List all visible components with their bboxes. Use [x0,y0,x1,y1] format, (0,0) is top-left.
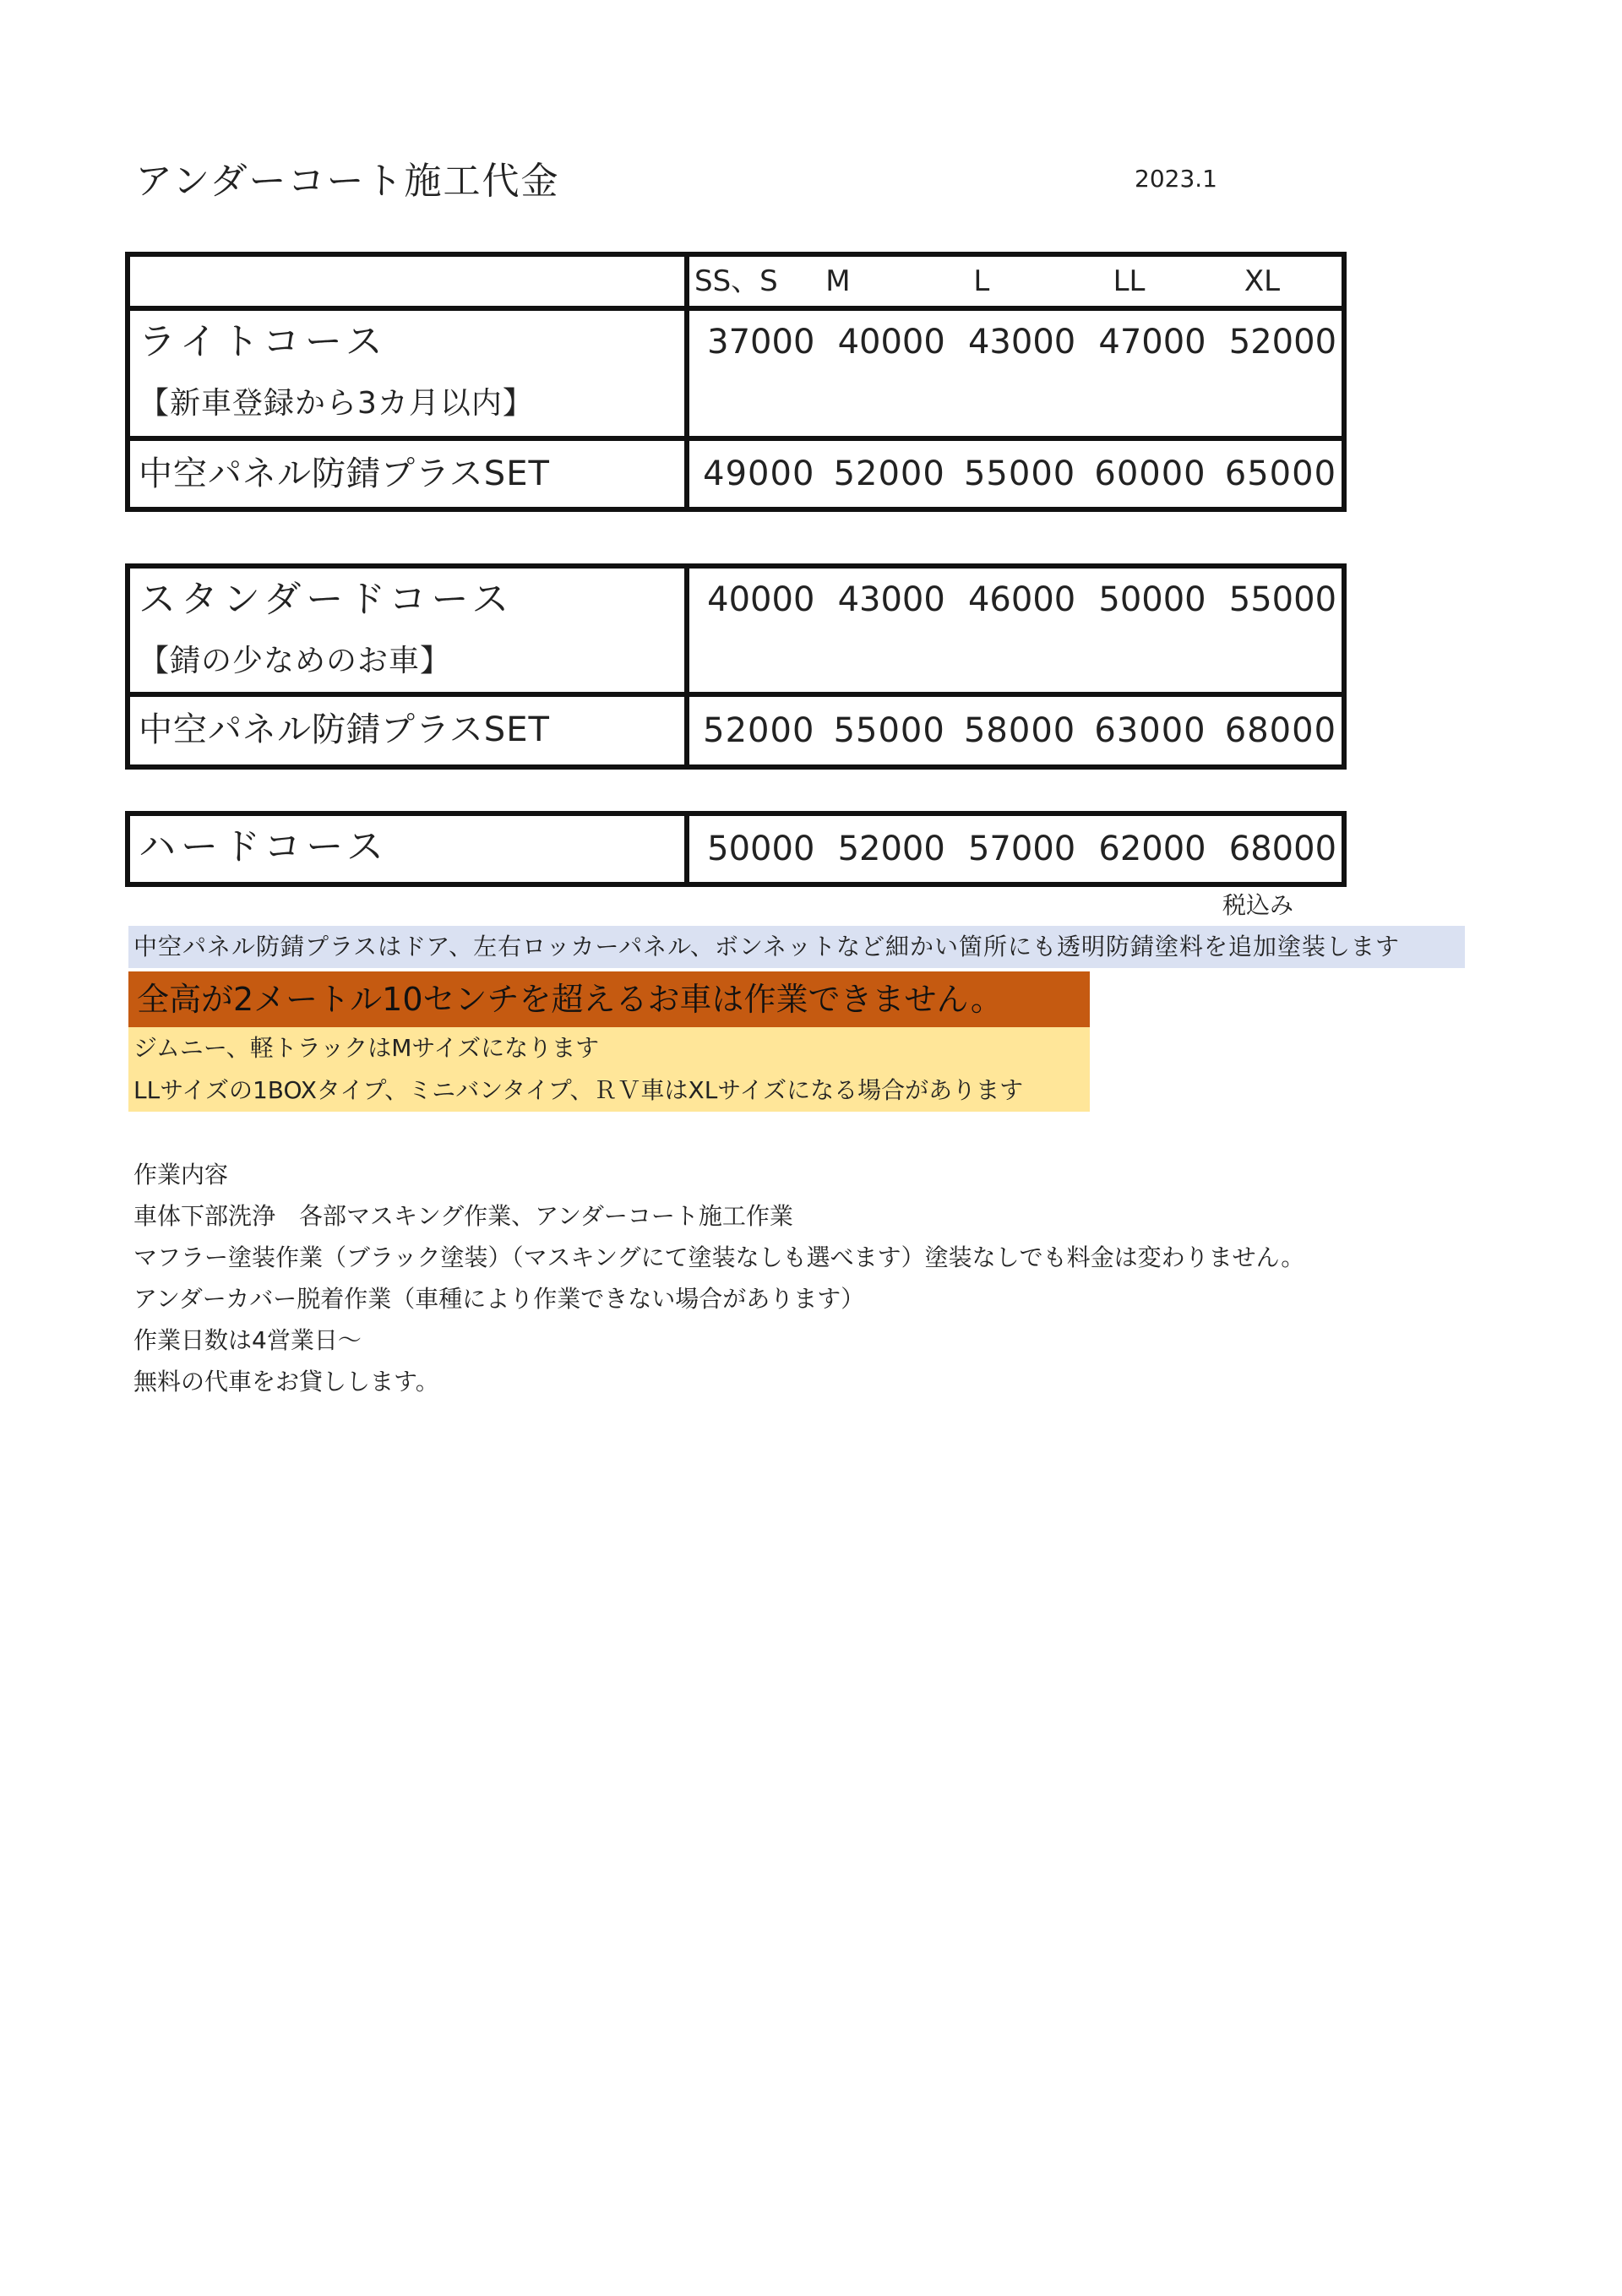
price-cell: 43000 [967,323,1076,362]
light-course-name: ライトコース [139,320,388,363]
price-cell: 43000 [837,580,945,619]
light-set-prices [687,438,1344,509]
size-ll: LL [1113,264,1146,298]
standard-set-name: 中空パネル防錆プラスSET [139,710,550,749]
standard-set-row [128,694,1344,767]
price-cell: 52000 [1228,323,1337,362]
standard-course-table [125,563,1347,770]
size-l: L [973,264,990,298]
size-header-row [128,254,1344,308]
size-xl: XL [1244,264,1281,298]
light-course-row [128,308,1344,438]
price-cell: 68000 [1224,711,1337,750]
standard-course-name: スタンダードコース [139,578,514,621]
price-cell: 58000 [963,711,1076,750]
date-label: 2023.1 [1135,165,1217,193]
work-line: 作業日数は4営業日～ [133,1326,362,1354]
light-set-name: 中空パネル防錆プラスSET [139,454,550,493]
work-line: アンダーカバー脱着作業（車種により作業できない場合があります） [133,1285,865,1313]
price-cell: 55000 [963,454,1076,493]
hard-course-prices [687,813,1344,884]
header-blank-cell [128,254,687,308]
hard-course-name-cell [128,813,687,884]
size-note-line: LLサイズの1BOXタイプ、ミニバンタイプ、ＲＶ車はXLサイズになる場合があります [133,1076,1024,1104]
price-cell: 60000 [1094,454,1206,493]
hard-course-row [128,813,1344,884]
price-cell: 47000 [1098,323,1206,362]
price-cell: 40000 [837,323,945,362]
standard-course-note: 【錆の少なめのお車】 [139,644,452,678]
price-cell: 52000 [837,830,945,868]
light-set-name-cell [128,438,687,509]
price-cell: 68000 [1228,830,1337,868]
page-title: アンダーコート施工代金 [135,160,560,203]
work-line: 車体下部洗浄 各部マスキング作業、アンダーコート施工作業 [133,1202,793,1230]
price-cell: 49000 [703,454,815,493]
standard-course-prices [687,566,1344,694]
price-cell: 52000 [833,454,945,493]
size-header-cell [687,254,1344,308]
standard-course-name-cell [128,566,687,694]
price-cell: 50000 [707,830,815,868]
light-course-note: 【新車登録から3カ月以内】 [139,386,534,421]
price-cell: 62000 [1098,830,1206,868]
hard-course-name: ハードコース [139,825,389,868]
height-limit-warning: 全高が2メートル10センチを超えるお車は作業できません。 [128,971,1090,1027]
tax-included-note: 税込み [1222,891,1294,919]
price-cell: 46000 [967,580,1076,619]
standard-course-row [128,566,1344,694]
hard-course-table [125,811,1347,887]
price-cell: 55000 [1228,580,1337,619]
size-ss-s: SS、S [694,264,778,298]
standard-set-prices [687,694,1344,767]
price-cell: 50000 [1098,580,1206,619]
price-cell: 55000 [833,711,945,750]
size-note-line: ジムニー、軽トラックはMサイズになります [133,1034,600,1062]
price-cell: 52000 [703,711,815,750]
light-course-table [125,252,1347,512]
price-cell: 63000 [1094,711,1206,750]
work-line: 無料の代車をお貸しします。 [133,1368,439,1396]
light-course-name-cell [128,308,687,438]
price-cell: 57000 [967,830,1076,868]
size-m: M [825,264,851,298]
price-cell: 40000 [707,580,815,619]
work-heading: 作業内容 [133,1161,229,1189]
light-set-row [128,438,1344,509]
standard-set-name-cell [128,694,687,767]
price-cell: 65000 [1224,454,1337,493]
light-course-prices [687,308,1344,438]
work-details [133,1154,1304,1402]
size-notes [128,1027,1090,1112]
price-cell: 37000 [707,323,815,362]
hollow-panel-note: 中空パネル防錆プラスはドア、左右ロッカーパネル、ボンネットなど細かい箇所にも透明防錆塗料を追加塗装します [128,926,1465,968]
work-line: マフラー塗装作業（ブラック塗装）（マスキングにて塗装なしも選べます）塗装なしでも料金は変わりません。 [133,1243,1305,1271]
